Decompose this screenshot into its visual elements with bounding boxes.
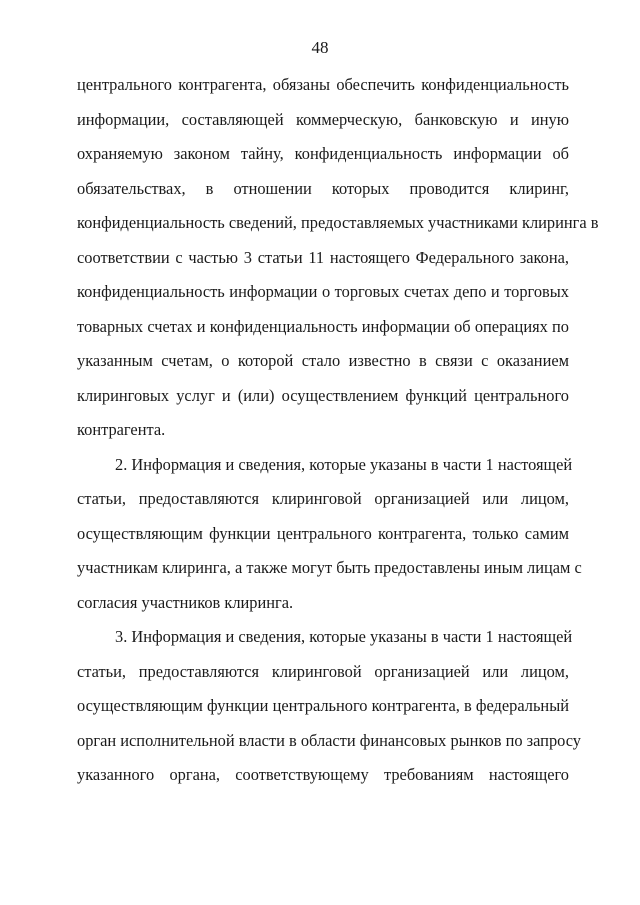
- text-line: указанного органа, соответствующему требованиям настоящего: [77, 765, 569, 784]
- paragraph-3: [77, 620, 582, 793]
- text-line: информации, составляющей коммерческую, банковскую и иную: [77, 109, 569, 129]
- text-line: указанным счетам, о которой стало известно в связи с оказанием: [77, 351, 569, 370]
- text-line: осуществляющим функции центрального контрагента, в федеральный: [77, 696, 569, 715]
- text-line: статьи, предоставляются клиринговой организацией или лицом,: [77, 661, 569, 681]
- text-line: центрального контрагента, обязаны обеспечить конфиденциальность: [77, 75, 569, 94]
- text-line: осуществляющим функции центрального контрагента, только самим: [77, 523, 569, 543]
- text-line: контрагента.: [77, 420, 166, 439]
- text-line: клиринговых услуг и (или) осуществлением функций центрального: [77, 385, 569, 405]
- text-line: согласия участников клиринга.: [77, 592, 294, 612]
- body-text: [77, 68, 599, 793]
- text-line: 3. Информация и сведения, которые указаны в части 1 настоящей: [115, 627, 573, 646]
- text-line: 2. Информация и сведения, которые указаны в части 1 настоящей: [115, 454, 573, 474]
- text-line: соответствии с частью 3 статьи 11 настоящего Федерального закона,: [77, 247, 569, 267]
- paragraph-1: [77, 68, 599, 448]
- text-line: статьи, предоставляются клиринговой организацией или лицом,: [77, 489, 569, 508]
- text-line: конфиденциальность информации о торговых счетах депо и торговых: [77, 282, 569, 301]
- text-line: участникам клиринга, а также могут быть предоставлены иным лицам с: [77, 558, 582, 577]
- page-number: 48: [311, 38, 329, 57]
- text-line: орган исполнительной власти в области финансовых рынков по запросу: [77, 730, 582, 750]
- text-line: конфиденциальность сведений, предоставляемых участниками клиринга в: [77, 213, 599, 232]
- text-line: обязательствах, в отношении которых проводится клиринг,: [77, 178, 569, 198]
- paragraph-2: [77, 448, 582, 621]
- text-line: охраняемую законом тайну, конфиденциальность информации об: [77, 144, 569, 163]
- text-line: товарных счетах и конфиденциальность информации об операциях по: [77, 316, 569, 336]
